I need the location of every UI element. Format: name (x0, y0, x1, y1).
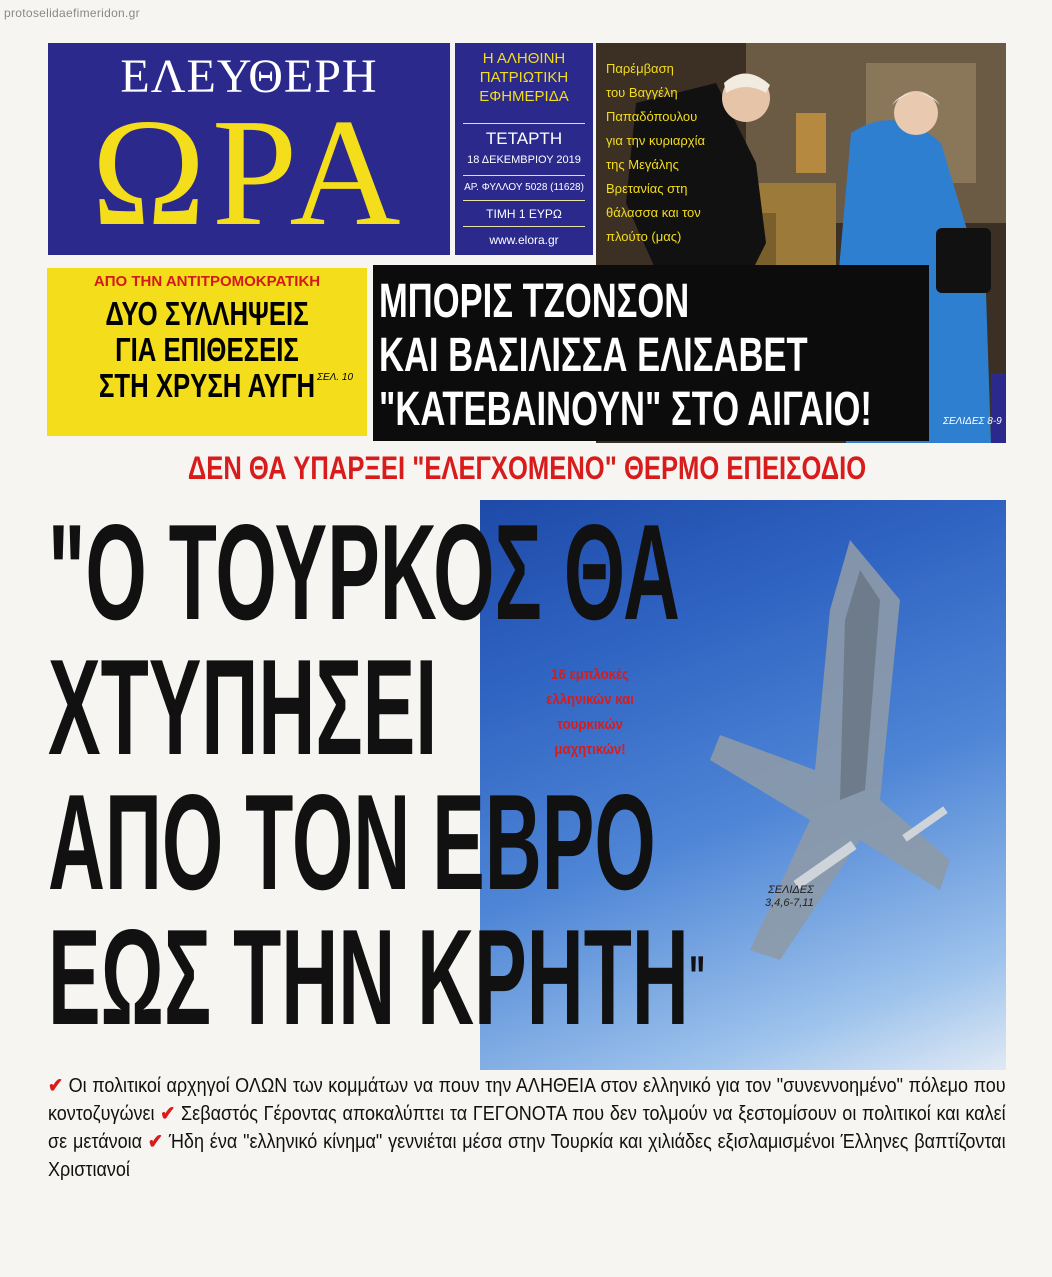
bullet-summary (48, 1072, 1006, 1184)
story-kicker: ΑΠΟ ΤΗΝ ΑΝΤΙΤΡΟΜΟΚΡΑΤΙΚΗ (93, 273, 321, 290)
slogan-line: ΠΑΤΡΙΩΤΙΚΗ (479, 69, 569, 86)
slogan (455, 49, 593, 106)
headline-line: ΑΠΟ ΤΟΝ ΕΒΡΟ (48, 766, 656, 918)
side-note-line: τουρκικών (557, 716, 623, 733)
divider (463, 175, 585, 176)
bullet-item: Σεβαστός Γέροντας αποκαλύπτει τα ΓΕΓΟΝΟΤΑ που δεν τολμούν να ξεστομίσουν οι πολιτικοί και καλεί σε μετάνοια (48, 1103, 1006, 1153)
headline-line (48, 901, 706, 1053)
checkmark-icon: ✔ (48, 1075, 64, 1097)
story-johnson-queen[interactable] (373, 265, 929, 441)
bullet-item: Ήδη ένα "ελληνικό κίνημα" γεννιέται μέσα στην Τουρκία και χιλιάδες εξισλαμισμένοι Έλληνες βαπτίζονται Χριστιανοί (48, 1131, 1006, 1181)
masthead-title-top: ΕΛΕΥΘΕΡΗ (120, 50, 378, 103)
caption-line: πλούτο (μας) (606, 229, 682, 244)
side-note-line: 16 εμπλοκές (551, 666, 629, 683)
issue-info-box (455, 43, 593, 255)
caption-line: του Βαγγέλη (606, 85, 678, 100)
headline-line: "Ο ΤΟΥΡΚΟΣ ΘΑ (48, 496, 680, 648)
bullet-item: Οι πολιτικοί αρχηγοί ΟΛΩΝ των κομμάτων να πουν την ΑΛΗΘΕΙΑ στον ελληνικό για τον "συνεννοημένο" πόλεμο που κοντοζυγώνει (48, 1075, 1006, 1125)
divider (463, 200, 585, 201)
caption-line: θάλασσα και τον (606, 205, 701, 220)
headline-line: ΓΙΑ ΕΠΙΘΕΣΕΙΣ (115, 331, 299, 368)
caption-line: Παπαδόπουλου (606, 109, 698, 124)
headline-line: ΔΥΟ ΣΥΛΛΗΨΕΙΣ (105, 295, 309, 332)
divider (463, 123, 585, 124)
side-note-line: ελληνικών και (546, 691, 634, 708)
issue-date: 18 ΔΕΚΕΜΒΡΙΟΥ 2019 (467, 154, 581, 166)
slogan-line: ΕΦΗΜΕΡΙΔΑ (479, 88, 569, 105)
page-reference (765, 884, 814, 910)
page-numbers: 3,4,6-7,11 (765, 897, 814, 909)
page-reference: ΣΕΛΙΔΕΣ 8-9 (943, 416, 1002, 427)
issue-price: ΤΙΜΗ 1 ΕΥΡΩ (486, 207, 562, 221)
divider (463, 226, 585, 227)
photo-caption (606, 57, 716, 249)
issue-day: ΤΕΤΑΡΤΗ (485, 129, 563, 148)
red-subheadline: ΔΕΝ ΘΑ ΥΠΑΡΞΕΙ "ΕΛΕΓΧΟΜΕΝΟ" ΘΕΡΜΟ ΕΠΕΙΣΟΔΙΟ (187, 450, 867, 486)
story-headline (82, 296, 332, 404)
source-watermark: protoselidaefimeridon.gr (4, 6, 140, 20)
checkmark-icon: ✔ (160, 1103, 176, 1125)
caption-line: Βρετανίας στη (606, 181, 688, 196)
caption-line: Παρέμβαση (606, 61, 674, 76)
story-arrests[interactable] (47, 268, 367, 436)
story-headline (379, 275, 872, 437)
headline-line: ΜΠΟΡΙΣ ΤΖΟΝΣΟΝ (379, 275, 690, 328)
checkmark-icon: ✔ (147, 1131, 163, 1153)
masthead-title-main: ΩΡΑ (91, 88, 407, 258)
issue-number: ΑΡ. ΦΥΛΛΟΥ 5028 (11628) (464, 182, 584, 193)
closing-quote: " (688, 944, 706, 1011)
headline-line: ΚΑΙ ΒΑΣΙΛΙΣΣΑ ΕΛΙΣΑΒΕΤ (379, 329, 808, 382)
caption-line: για την κυριαρχία (606, 133, 706, 148)
headline-line: "ΚΑΤΕΒΑΙΝΟΥΝ" ΣΤΟ ΑΙΓΑΙΟ! (379, 383, 872, 436)
side-note (542, 662, 639, 762)
main-headline[interactable] (48, 496, 706, 1053)
headline-line: ΧΤΥΠΗΣΕΙ (48, 631, 438, 783)
website-link[interactable]: www.elora.gr (489, 233, 559, 247)
page-label: ΣΕΛΙΔΕΣ (768, 884, 814, 896)
page-reference: ΣΕΛ. 10 (317, 372, 354, 383)
headline-line: ΣΤΗ ΧΡΥΣΗ ΑΥΓΗ (98, 367, 316, 404)
slogan-line: Η ΑΛΗΘΙΝΗ (482, 50, 566, 67)
masthead (48, 43, 450, 258)
side-note-line: μαχητικών! (554, 741, 626, 758)
headline-line-text: ΕΩΣ ΤΗΝ ΚΡΗΤΗ (48, 901, 689, 1053)
caption-line: της Μεγάλης (606, 157, 679, 172)
